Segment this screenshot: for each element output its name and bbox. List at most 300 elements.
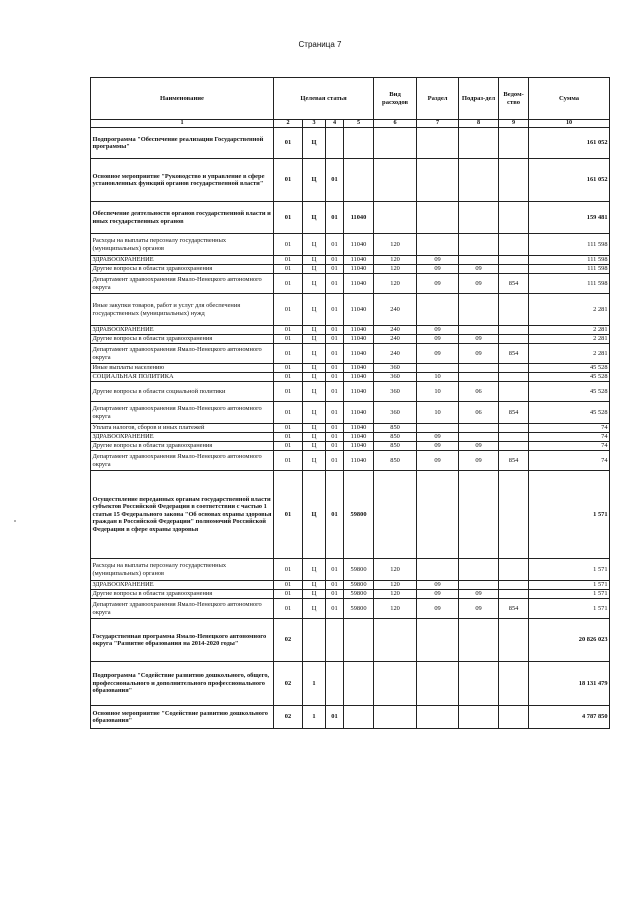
- row-code-c2: 01: [274, 471, 303, 559]
- row-code-c4: 01: [326, 581, 344, 590]
- row-code-c8: [459, 364, 499, 373]
- row-code-c9: [499, 265, 529, 274]
- row-code-c5: 11040: [344, 442, 374, 451]
- row-code-c3: Ц: [303, 402, 326, 424]
- row-code-c3: Ц: [303, 159, 326, 202]
- row-name: Подпрограмма "Обеспечение реализации Государственной программы": [91, 128, 274, 159]
- table-row: [91, 364, 610, 373]
- row-code-c7: 09: [417, 335, 459, 344]
- row-name: Расходы на выплаты персоналу государственных (муниципальных) органов: [91, 234, 274, 256]
- row-code-c2: 01: [274, 599, 303, 619]
- row-code-c7: [417, 471, 459, 559]
- row-code-c3: Ц: [303, 373, 326, 382]
- row-code-c9: [499, 442, 529, 451]
- row-code-c9: [499, 294, 529, 326]
- row-code-c6: 360: [374, 373, 417, 382]
- row-code-c3: Ц: [303, 599, 326, 619]
- row-sum: 161 052: [529, 159, 610, 202]
- row-code-c5: 11040: [344, 402, 374, 424]
- row-code-c2: 01: [274, 590, 303, 599]
- row-code-c6: 120: [374, 256, 417, 265]
- row-code-c9: [499, 471, 529, 559]
- row-code-c2: 01: [274, 559, 303, 581]
- row-code-c4: 01: [326, 559, 344, 581]
- row-code-c3: Ц: [303, 128, 326, 159]
- row-name: Департамент здравоохранения Ямало-Ненецкого автономного округа: [91, 402, 274, 424]
- row-code-c8: [459, 706, 499, 729]
- row-name: Другие вопросы в области здравоохранения: [91, 265, 274, 274]
- row-code-c5: 11040: [344, 373, 374, 382]
- row-name: Департамент здравоохранения Ямало-Ненецкого автономного округа: [91, 451, 274, 471]
- row-code-c4: 01: [326, 256, 344, 265]
- row-code-c5: 11040: [344, 382, 374, 402]
- row-code-c7: 10: [417, 373, 459, 382]
- row-name: Расходы на выплаты персоналу государственных (муниципальных) органов: [91, 559, 274, 581]
- row-code-c7: 09: [417, 590, 459, 599]
- row-name: Другие вопросы в области здравоохранения: [91, 335, 274, 344]
- table-row: [91, 159, 610, 202]
- row-code-c6: 850: [374, 424, 417, 433]
- row-code-c4: [326, 619, 344, 662]
- table-row: [91, 344, 610, 364]
- row-name: Государственная программа Ямало-Ненецкого автономного округа "Развитие образования на 2014-2020 годы": [91, 619, 274, 662]
- row-code-c3: Ц: [303, 364, 326, 373]
- row-code-c3: Ц: [303, 590, 326, 599]
- row-code-c4: 01: [326, 364, 344, 373]
- row-code-c6: [374, 159, 417, 202]
- row-sum: 74: [529, 433, 610, 442]
- row-code-c2: 01: [274, 202, 303, 234]
- header-subsection: Подраз-дел: [459, 78, 499, 120]
- row-sum: 2 281: [529, 294, 610, 326]
- row-code-c3: Ц: [303, 442, 326, 451]
- row-code-c5: 11040: [344, 364, 374, 373]
- row-code-c5: [344, 662, 374, 706]
- table-row: [91, 559, 610, 581]
- column-number: 5: [344, 120, 374, 128]
- row-code-c8: 06: [459, 402, 499, 424]
- row-code-c7: [417, 234, 459, 256]
- row-code-c5: [344, 128, 374, 159]
- table-row: [91, 581, 610, 590]
- row-sum: 111 598: [529, 265, 610, 274]
- row-code-c4: 01: [326, 706, 344, 729]
- row-code-c5: 11040: [344, 433, 374, 442]
- row-code-c3: 1: [303, 706, 326, 729]
- row-code-c3: Ц: [303, 256, 326, 265]
- row-code-c4: 01: [326, 471, 344, 559]
- row-name: ЗДРАВООХРАНЕНИЕ: [91, 326, 274, 335]
- row-code-c7: 09: [417, 326, 459, 335]
- row-code-c2: 02: [274, 662, 303, 706]
- row-code-c3: Ц: [303, 433, 326, 442]
- row-code-c7: 09: [417, 581, 459, 590]
- row-code-c8: 09: [459, 599, 499, 619]
- header-expense-type: Вид расходов: [374, 78, 417, 120]
- row-name: Уплата налогов, сборов и иных платежей: [91, 424, 274, 433]
- row-code-c6: 120: [374, 234, 417, 256]
- row-sum: 1 571: [529, 471, 610, 559]
- row-code-c4: 01: [326, 326, 344, 335]
- row-code-c8: [459, 619, 499, 662]
- row-code-c9: [499, 559, 529, 581]
- row-code-c5: 11040: [344, 202, 374, 234]
- table-row: [91, 128, 610, 159]
- row-code-c2: 01: [274, 159, 303, 202]
- table-row: [91, 335, 610, 344]
- row-code-c4: 01: [326, 590, 344, 599]
- row-code-c6: 240: [374, 294, 417, 326]
- row-code-c6: [374, 662, 417, 706]
- column-number: 6: [374, 120, 417, 128]
- row-code-c7: 09: [417, 451, 459, 471]
- row-sum: 2 281: [529, 326, 610, 335]
- row-code-c4: 01: [326, 274, 344, 294]
- row-code-c2: 01: [274, 294, 303, 326]
- column-number: 4: [326, 120, 344, 128]
- row-code-c9: [499, 590, 529, 599]
- row-name: ЗДРАВООХРАНЕНИЕ: [91, 256, 274, 265]
- row-code-c3: Ц: [303, 234, 326, 256]
- row-code-c6: 120: [374, 581, 417, 590]
- row-code-c7: 09: [417, 442, 459, 451]
- row-code-c9: [499, 433, 529, 442]
- row-code-c6: 360: [374, 382, 417, 402]
- row-code-c2: 01: [274, 382, 303, 402]
- row-sum: 45 528: [529, 382, 610, 402]
- row-code-c8: 09: [459, 265, 499, 274]
- row-code-c5: 59800: [344, 581, 374, 590]
- row-code-c9: [499, 382, 529, 402]
- row-code-c4: 01: [326, 424, 344, 433]
- row-code-c8: [459, 433, 499, 442]
- table-row: [91, 274, 610, 294]
- row-code-c6: 240: [374, 326, 417, 335]
- row-code-c5: 59800: [344, 590, 374, 599]
- row-code-c4: 01: [326, 402, 344, 424]
- header-name: Наименование: [91, 78, 274, 120]
- row-code-c3: Ц: [303, 382, 326, 402]
- row-code-c8: [459, 128, 499, 159]
- row-code-c4: 01: [326, 335, 344, 344]
- row-code-c6: [374, 128, 417, 159]
- row-code-c9: [499, 662, 529, 706]
- row-sum: 1 571: [529, 590, 610, 599]
- row-code-c3: Ц: [303, 265, 326, 274]
- row-code-c2: 01: [274, 402, 303, 424]
- row-code-c6: [374, 706, 417, 729]
- row-code-c9: 854: [499, 451, 529, 471]
- row-code-c8: [459, 256, 499, 265]
- row-code-c8: [459, 159, 499, 202]
- row-name: Иные выплаты населению: [91, 364, 274, 373]
- row-code-c7: 09: [417, 274, 459, 294]
- row-code-c9: [499, 424, 529, 433]
- row-code-c9: [499, 373, 529, 382]
- row-name: Основное мероприятие "Содействие развитию дошкольного образования": [91, 706, 274, 729]
- table-row: [91, 234, 610, 256]
- row-code-c6: 120: [374, 590, 417, 599]
- row-code-c4: 01: [326, 234, 344, 256]
- table-row: [91, 326, 610, 335]
- row-code-c8: [459, 294, 499, 326]
- row-name: Обеспечение деятельности органов государственной власти и иных государственных органов: [91, 202, 274, 234]
- table-row: [91, 382, 610, 402]
- row-code-c8: 06: [459, 382, 499, 402]
- row-code-c3: [303, 619, 326, 662]
- row-name: Основное мероприятие "Руководство и управление в сфере установленных функций органов государственной власти": [91, 159, 274, 202]
- row-code-c6: [374, 619, 417, 662]
- row-code-c3: Ц: [303, 581, 326, 590]
- row-code-c3: Ц: [303, 471, 326, 559]
- row-code-c2: 02: [274, 706, 303, 729]
- row-code-c7: 09: [417, 599, 459, 619]
- row-code-c5: 11040: [344, 326, 374, 335]
- row-code-c5: 59800: [344, 599, 374, 619]
- row-code-c7: 10: [417, 402, 459, 424]
- row-code-c9: 854: [499, 402, 529, 424]
- row-code-c6: [374, 202, 417, 234]
- row-name: Департамент здравоохранения Ямало-Ненецкого автономного округа: [91, 599, 274, 619]
- row-sum: 111 598: [529, 274, 610, 294]
- row-code-c8: 09: [459, 590, 499, 599]
- row-sum: 18 131 479: [529, 662, 610, 706]
- table-row: [91, 402, 610, 424]
- row-code-c6: [374, 471, 417, 559]
- row-code-c7: 10: [417, 382, 459, 402]
- row-sum: 45 528: [529, 402, 610, 424]
- table-row: [91, 662, 610, 706]
- row-code-c7: [417, 364, 459, 373]
- row-code-c5: 11040: [344, 344, 374, 364]
- table-row: [91, 373, 610, 382]
- row-code-c5: 11040: [344, 256, 374, 265]
- row-code-c7: [417, 706, 459, 729]
- row-sum: 1 571: [529, 599, 610, 619]
- table-row: [91, 442, 610, 451]
- table-row: [91, 424, 610, 433]
- row-code-c3: Ц: [303, 559, 326, 581]
- row-code-c5: 11040: [344, 265, 374, 274]
- row-code-c4: 01: [326, 442, 344, 451]
- table-row: [91, 599, 610, 619]
- row-code-c7: [417, 662, 459, 706]
- header-target-article: Целевая статья: [274, 78, 374, 120]
- row-code-c2: 01: [274, 256, 303, 265]
- row-code-c2: 01: [274, 364, 303, 373]
- row-code-c6: 120: [374, 559, 417, 581]
- row-code-c2: 02: [274, 619, 303, 662]
- row-code-c6: 240: [374, 335, 417, 344]
- row-code-c2: 01: [274, 373, 303, 382]
- table-row: [91, 619, 610, 662]
- row-code-c2: 01: [274, 335, 303, 344]
- row-code-c2: 01: [274, 128, 303, 159]
- row-code-c2: 01: [274, 451, 303, 471]
- row-code-c4: 01: [326, 344, 344, 364]
- row-sum: 111 598: [529, 256, 610, 265]
- row-code-c4: [326, 662, 344, 706]
- column-number: 3: [303, 120, 326, 128]
- row-code-c2: 01: [274, 265, 303, 274]
- row-code-c4: 01: [326, 202, 344, 234]
- page-number: Страница 7: [298, 40, 342, 49]
- row-code-c3: 1: [303, 662, 326, 706]
- row-code-c2: 01: [274, 581, 303, 590]
- row-code-c3: Ц: [303, 326, 326, 335]
- column-number: 1: [91, 120, 274, 128]
- header-sum: Сумма: [529, 78, 610, 120]
- row-code-c7: 09: [417, 265, 459, 274]
- row-sum: 1 571: [529, 559, 610, 581]
- row-code-c9: [499, 159, 529, 202]
- row-code-c7: [417, 128, 459, 159]
- row-sum: 111 598: [529, 234, 610, 256]
- row-code-c3: Ц: [303, 202, 326, 234]
- row-code-c9: [499, 256, 529, 265]
- row-code-c3: Ц: [303, 451, 326, 471]
- row-code-c8: [459, 234, 499, 256]
- row-code-c6: 240: [374, 344, 417, 364]
- row-code-c2: 01: [274, 274, 303, 294]
- row-sum: 161 052: [529, 128, 610, 159]
- row-code-c4: 01: [326, 294, 344, 326]
- row-name: СОЦИАЛЬНАЯ ПОЛИТИКА: [91, 373, 274, 382]
- row-code-c9: 854: [499, 599, 529, 619]
- row-name: Департамент здравоохранения Ямало-Ненецкого автономного округа: [91, 274, 274, 294]
- row-name: Другие вопросы в области здравоохранения: [91, 590, 274, 599]
- row-sum: 20 826 023: [529, 619, 610, 662]
- row-code-c9: 854: [499, 274, 529, 294]
- row-code-c7: [417, 559, 459, 581]
- row-code-c2: 01: [274, 433, 303, 442]
- row-code-c7: [417, 294, 459, 326]
- row-code-c4: 01: [326, 433, 344, 442]
- scan-mark: [14, 520, 16, 522]
- row-code-c7: 09: [417, 344, 459, 364]
- row-name: Осуществление переданных органам государственной власти субъектов Российской Федерации в соответствии с частью 1 статьи 15 Федерального закона "Об основах охраны здоровья граждан в Российской Федерации" полномочий Российской Федерации в сфере охраны здоровья: [91, 471, 274, 559]
- row-code-c6: 360: [374, 402, 417, 424]
- row-sum: 159 481: [529, 202, 610, 234]
- column-number: 7: [417, 120, 459, 128]
- row-code-c6: 850: [374, 433, 417, 442]
- row-code-c8: [459, 373, 499, 382]
- row-sum: 45 528: [529, 364, 610, 373]
- row-code-c8: 09: [459, 335, 499, 344]
- row-code-c8: 09: [459, 344, 499, 364]
- row-code-c7: [417, 619, 459, 662]
- column-number: 2: [274, 120, 303, 128]
- row-code-c9: [499, 234, 529, 256]
- row-code-c2: 01: [274, 234, 303, 256]
- row-sum: 1 571: [529, 581, 610, 590]
- row-code-c6: 360: [374, 364, 417, 373]
- row-code-c8: [459, 581, 499, 590]
- row-code-c5: [344, 159, 374, 202]
- row-code-c7: 09: [417, 256, 459, 265]
- row-code-c3: Ц: [303, 294, 326, 326]
- row-sum: 74: [529, 442, 610, 451]
- row-code-c2: 01: [274, 326, 303, 335]
- budget-table: [90, 77, 610, 729]
- row-code-c9: [499, 335, 529, 344]
- row-name: Другие вопросы в области социальной политики: [91, 382, 274, 402]
- table-row: [91, 265, 610, 274]
- row-code-c8: [459, 326, 499, 335]
- table-row: [91, 256, 610, 265]
- row-code-c5: 59800: [344, 559, 374, 581]
- row-sum: 4 787 850: [529, 706, 610, 729]
- row-code-c6: 850: [374, 451, 417, 471]
- row-code-c6: 850: [374, 442, 417, 451]
- row-code-c4: [326, 128, 344, 159]
- row-code-c5: 59800: [344, 471, 374, 559]
- row-code-c5: [344, 706, 374, 729]
- row-sum: 74: [529, 424, 610, 433]
- row-code-c4: 01: [326, 373, 344, 382]
- table-row: [91, 706, 610, 729]
- column-number: 9: [499, 120, 529, 128]
- row-code-c2: 01: [274, 442, 303, 451]
- row-code-c3: Ц: [303, 424, 326, 433]
- column-number: 8: [459, 120, 499, 128]
- row-code-c5: 11040: [344, 335, 374, 344]
- row-code-c7: [417, 424, 459, 433]
- row-code-c6: 120: [374, 599, 417, 619]
- row-code-c8: [459, 662, 499, 706]
- row-code-c2: 01: [274, 424, 303, 433]
- row-code-c5: 11040: [344, 294, 374, 326]
- row-code-c8: 09: [459, 274, 499, 294]
- row-sum: 2 281: [529, 335, 610, 344]
- row-name: Иные закупки товаров, работ и услуг для обеспечения государственных (муниципальных) нужд: [91, 294, 274, 326]
- row-code-c2: 01: [274, 344, 303, 364]
- column-number: 10: [529, 120, 610, 128]
- row-code-c7: [417, 202, 459, 234]
- row-code-c9: [499, 128, 529, 159]
- row-code-c4: 01: [326, 382, 344, 402]
- row-code-c8: [459, 424, 499, 433]
- row-name: Другие вопросы в области здравоохранения: [91, 442, 274, 451]
- row-code-c5: 11040: [344, 234, 374, 256]
- table-row: [91, 590, 610, 599]
- row-code-c9: 854: [499, 344, 529, 364]
- row-sum: 2 281: [529, 344, 610, 364]
- row-code-c8: [459, 559, 499, 581]
- table-row: [91, 202, 610, 234]
- header-section: Раздел: [417, 78, 459, 120]
- table-row: [91, 451, 610, 471]
- row-code-c9: [499, 326, 529, 335]
- row-code-c9: [499, 202, 529, 234]
- table-row: [91, 433, 610, 442]
- row-code-c4: 01: [326, 265, 344, 274]
- row-code-c5: 11040: [344, 424, 374, 433]
- row-code-c4: 01: [326, 599, 344, 619]
- row-sum: 74: [529, 451, 610, 471]
- row-code-c9: [499, 364, 529, 373]
- row-code-c5: 11040: [344, 451, 374, 471]
- row-code-c5: 11040: [344, 274, 374, 294]
- table-row: [91, 471, 610, 559]
- row-code-c5: [344, 619, 374, 662]
- row-code-c9: [499, 581, 529, 590]
- row-code-c8: 09: [459, 442, 499, 451]
- row-code-c9: [499, 706, 529, 729]
- header-department: Ведом-ство: [499, 78, 529, 120]
- row-code-c8: [459, 202, 499, 234]
- row-sum: 45 528: [529, 373, 610, 382]
